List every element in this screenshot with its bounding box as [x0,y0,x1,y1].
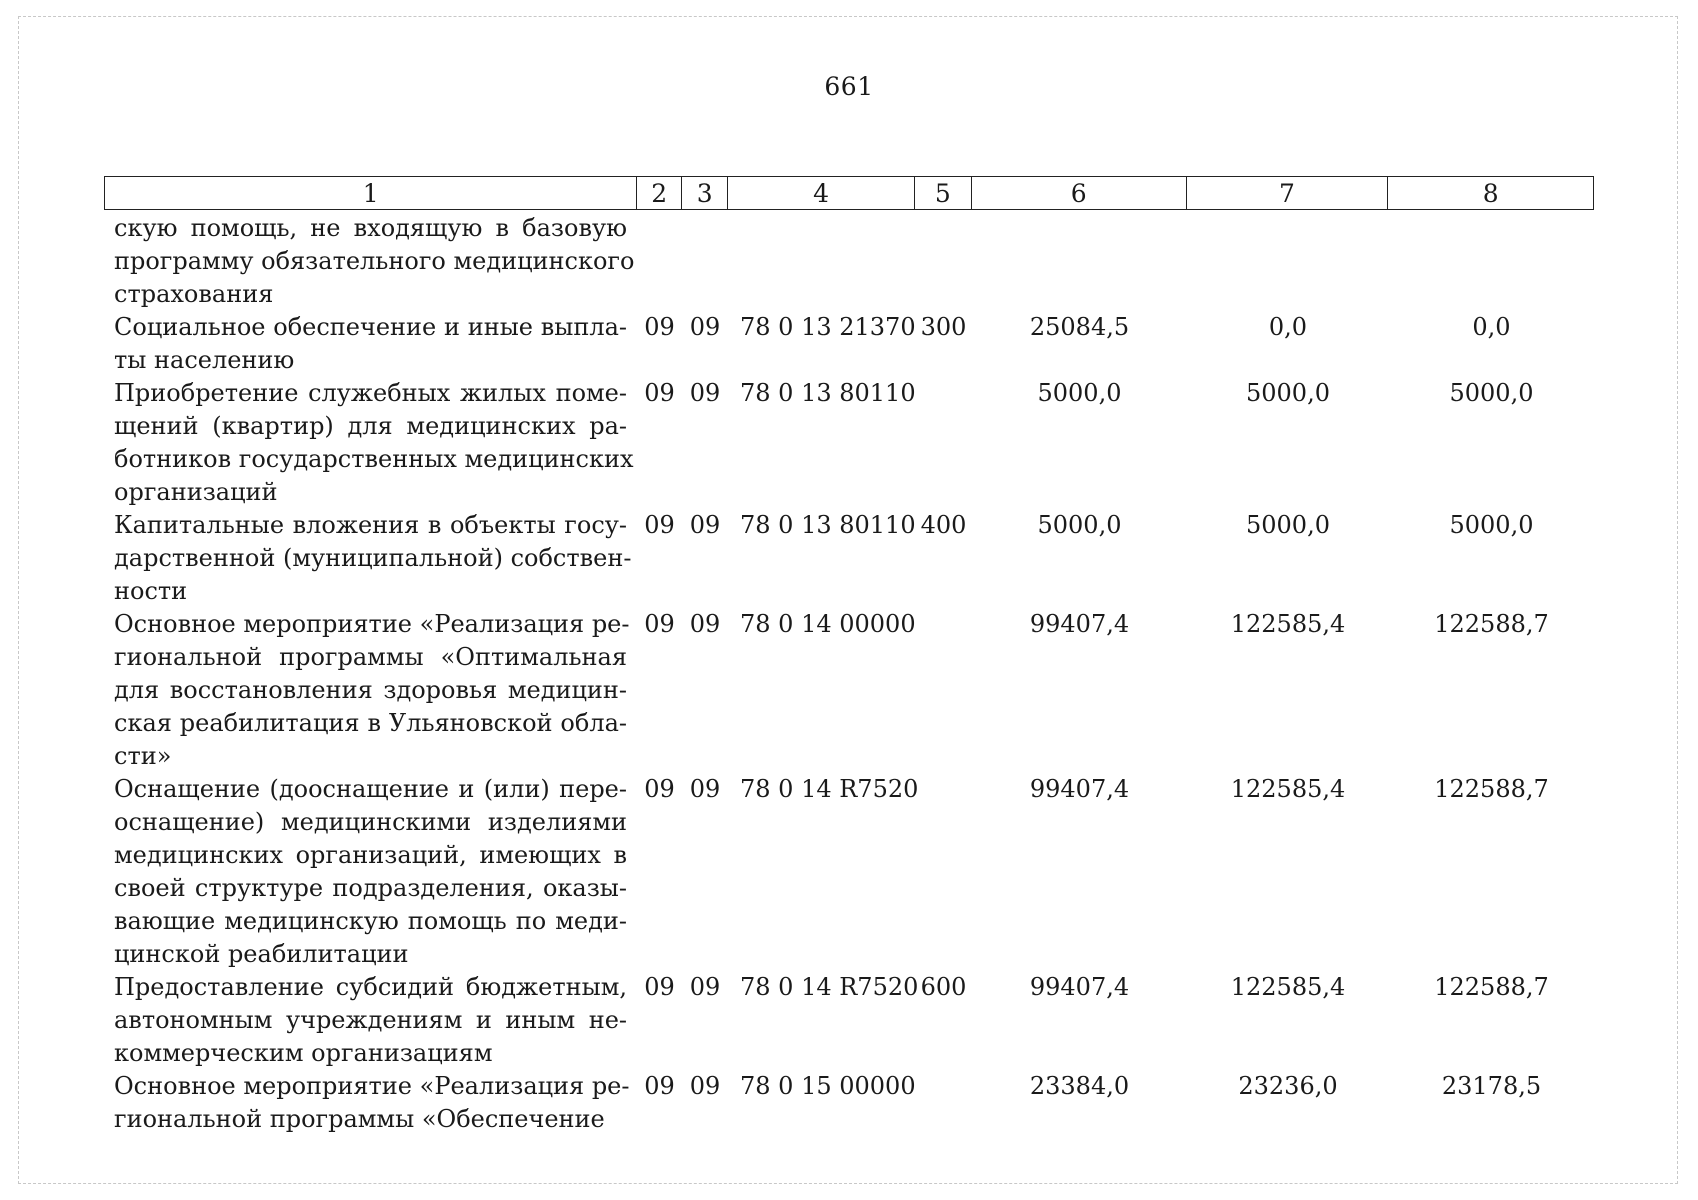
row-subsection: 09 [689,511,721,539]
description-line: скую помощь, не входящую в базовую [114,214,627,242]
row-target-article: 78 0 13 80110 [740,379,916,407]
row-amount-year-3: 0,0 [1472,313,1511,341]
row-amount-year-2: 122585,4 [1230,973,1346,1001]
description-line: щений (квартир) для медицинских ра- [114,412,627,440]
row-amount-year-1: 25084,5 [1029,313,1130,341]
description-line: Основное мероприятие «Реализация ре- [114,1072,630,1100]
description-line: ности [114,577,188,605]
header-col-5: 5 [915,177,972,209]
row-section: 09 [644,511,675,539]
row-amount-year-1 [972,212,1187,311]
row-target-article: 78 0 14 R7520 [740,973,919,1001]
description-line: оснащение) медицинскими изделиями [114,808,627,836]
row-amount-year-2: 5000,0 [1246,379,1330,407]
row-target-article: 78 0 14 00000 [740,610,916,638]
row-description [104,311,637,377]
description-line: сти» [114,742,172,770]
description-line: автономным учреждениям и иным не- [114,1006,627,1034]
header-col-1: 1 [105,177,637,209]
description-line: страхования [114,280,274,308]
row-subsection: 09 [689,313,721,341]
row-amount-year-1: 5000,0 [1037,379,1122,407]
row-expense-type [915,212,972,311]
row-expense-type [915,608,972,773]
row-expense-type: 300 [920,313,967,341]
row-target-article: 78 0 13 21370 [740,313,916,341]
description-line: медицинских организаций, имеющих в [114,841,627,869]
description-line: программу обязательного медицинского [114,247,635,275]
row-amount-year-1: 99407,4 [1029,775,1130,803]
header-col-2: 2 [637,177,682,209]
row-amount-year-1: 99407,4 [1029,610,1130,638]
table-row [104,377,1594,509]
description-line: организаций [114,478,278,506]
description-line: Приобретение служебных жилых поме- [114,379,627,407]
row-amount-year-2: 122585,4 [1230,610,1346,638]
row-subsection: 09 [689,973,721,1001]
row-section: 09 [644,610,675,638]
row-description [104,773,637,971]
row-amount-year-3: 122588,7 [1434,610,1549,638]
page-number: 661 [824,72,874,101]
description-line: ботников государственных медицинских [114,445,634,473]
row-amount-year-3: 23178,5 [1441,1072,1542,1100]
row-amount-year-3 [1389,212,1594,311]
header-col-6: 6 [972,177,1187,209]
row-section [637,212,682,311]
table-row [104,212,1594,311]
description-line: своей структуре подразделения, оказы- [114,874,627,902]
row-section: 09 [644,973,675,1001]
header-col-3: 3 [682,177,728,209]
table-header [104,176,1594,210]
row-amount-year-3: 5000,0 [1449,511,1534,539]
row-description [104,608,637,773]
row-subsection: 09 [689,610,721,638]
table-row [104,509,1594,608]
row-target-article: 78 0 14 R7520 [740,775,919,803]
description-line: ская реабилитация в Ульяновской обла- [114,709,627,737]
table-row [104,1070,1594,1136]
row-amount-year-3: 122588,7 [1434,775,1549,803]
row-subsection: 09 [689,775,721,803]
row-description [104,377,637,509]
row-target-article [728,212,915,311]
row-description [104,1070,637,1136]
description-line: ты населению [114,346,295,374]
description-line: для восстановления здоровья медицин- [114,676,627,704]
row-amount-year-3: 5000,0 [1449,379,1534,407]
row-subsection [682,212,728,311]
row-amount-year-2: 23236,0 [1238,1072,1338,1100]
description-line: цинской реабилитации [114,940,409,968]
row-description [104,212,637,311]
row-expense-type [915,773,972,971]
row-amount-year-2: 5000,0 [1246,511,1330,539]
table-body [104,212,1594,1136]
table-row [104,608,1594,773]
row-section: 09 [644,313,675,341]
header-col-7: 7 [1187,177,1389,209]
row-subsection: 09 [689,379,721,407]
description-line: Предоставление субсидий бюджетным, [114,973,627,1001]
row-expense-type [915,1070,972,1136]
row-target-article: 78 0 15 00000 [740,1072,916,1100]
description-line: Основное мероприятие «Реализация ре- [114,610,630,638]
row-amount-year-2: 122585,4 [1230,775,1346,803]
description-line: Капитальные вложения в объекты госу- [114,511,627,539]
description-line: Оснащение (дооснащение и (или) пере- [114,775,627,803]
description-line: гиональной программы «Оптимальная [114,643,627,671]
row-description [104,971,637,1070]
table-row [104,971,1594,1070]
row-expense-type: 600 [920,973,967,1001]
row-amount-year-1: 23384,0 [1029,1072,1130,1100]
description-line: вающие медицинскую помощь по меди- [114,907,627,935]
row-expense-type [915,377,972,509]
row-description [104,509,637,608]
row-subsection: 09 [689,1072,721,1100]
row-amount-year-1: 5000,0 [1037,511,1122,539]
description-line: гиональной программы «Обеспечение [114,1105,605,1133]
description-line: Социальное обеспечение и иные выпла- [114,313,627,341]
row-amount-year-2: 0,0 [1268,313,1308,341]
row-expense-type: 400 [920,511,967,539]
row-amount-year-1: 99407,4 [1029,973,1130,1001]
description-line: коммерческим организациям [114,1039,493,1067]
row-section: 09 [644,775,675,803]
description-line: дарственной (муниципальной) собствен- [114,544,632,572]
header-col-8: 8 [1482,178,1499,208]
table-row [104,311,1594,377]
row-target-article: 78 0 13 80110 [740,511,916,539]
row-amount-year-3: 122588,7 [1434,973,1549,1001]
row-section: 09 [644,379,675,407]
header-col-4: 4 [728,177,915,209]
row-amount-year-2 [1187,212,1389,311]
table-row [104,773,1594,971]
row-section: 09 [644,1072,675,1100]
